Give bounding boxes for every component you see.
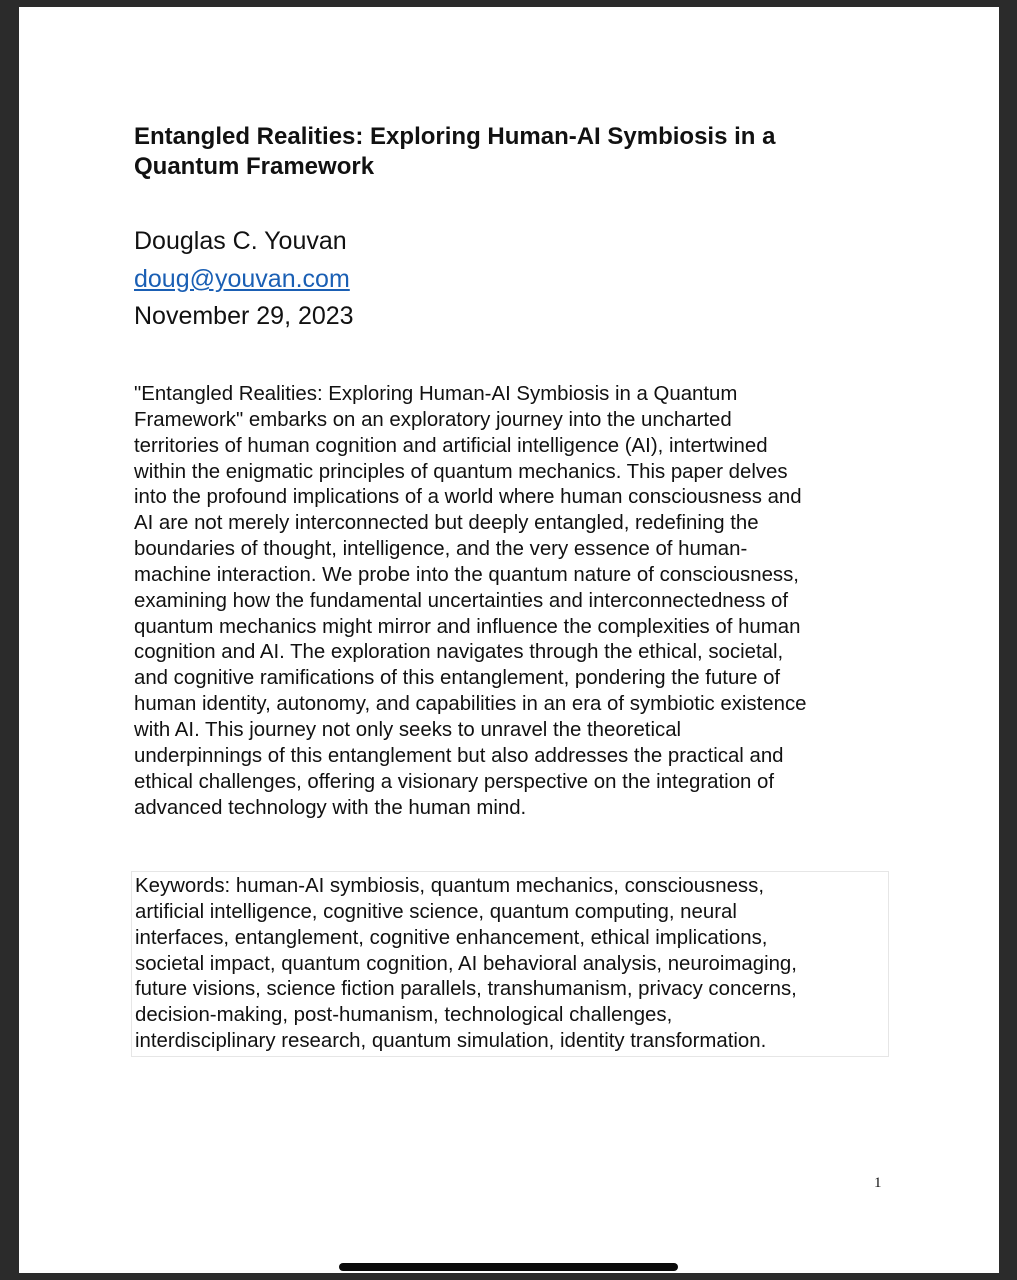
author-email-link[interactable]: doug@youvan.com [134, 265, 350, 293]
keywords-box [131, 871, 889, 1057]
document-page [19, 7, 999, 1273]
home-indicator-bar[interactable] [339, 1263, 678, 1271]
abstract-text: "Entangled Realities: Exploring Human-AI Symbiosis in a Quantum Framework" embarks on an exploratory journey into the uncharted territories of human cognition and artificial intelligence (AI), intertwined within the enigmatic principles of quantum mechanics. This paper delves into the profound implications of a world where human consciousness and AI are not merely interconnected but deeply entangled, redefining the boundaries of thought, intelligence, and the very essence of human- machine interaction. We probe into the quantum nature of consciousness, examining how the fundamental uncertainties and interconnectedness of quantum mechanics might mirror and influence the complexities of human cognition and AI. The exploration navigates through the ethical, societal, and cognitive ramifications of this entanglement, pondering the future of human identity, autonomy, and capabilities in an era of symbiotic existence with AI. This journey not only seeks to unravel the theoretical underpinnings of this entanglement but also addresses the practical and ethical challenges, offering a visionary perspective on the integration of advanced technology with the human mind. [134, 383, 807, 819]
keywords-text: Keywords: human-AI symbiosis, quantum mechanics, consciousness, artificial intelligence, cognitive science, quantum computing, neural interfaces, entanglement, cognitive enhancement, ethical implications, societal impact, quantum cognition, AI behavioral analysis, neuroimaging, future visions, science fiction parallels, transhumanism, privacy concerns, decision-making, post-humanism, technological challenges, interdisciplinary research, quantum simulation, identity transformation. [135, 875, 797, 1053]
publication-date: November 29, 2023 [134, 302, 354, 330]
paper-title: Entangled Realities: Exploring Human-AI Symbiosis in a Quantum Framework [134, 123, 776, 180]
page-number: 1 [874, 1175, 882, 1191]
author-name: Douglas C. Youvan [134, 227, 347, 255]
